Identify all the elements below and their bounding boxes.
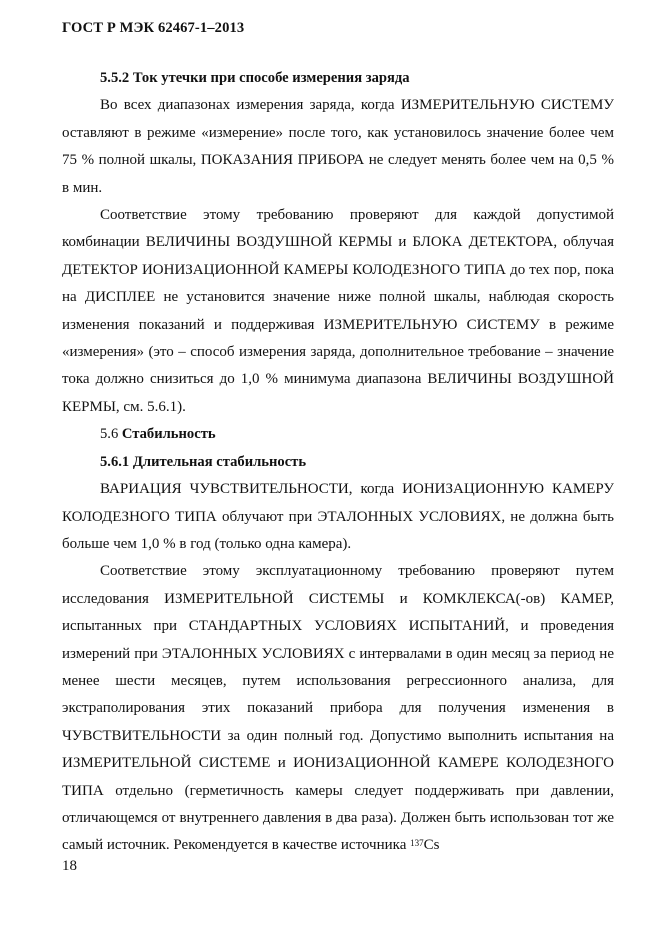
paragraph: Во всех диапазонах измерения заряда, когда ИЗМЕРИТЕЛЬНУЮ СИСТЕМУ оставляют в режиме «измерение» после того, как установилось значение более чем 75 % полной шкалы, ПОКАЗАНИЯ ПРИБОРА не следует менять более чем на 0,5 % в мин. [62,97,614,196]
page-number: 18 [62,858,77,874]
paragraph [62,558,614,859]
isotope-mass-number: 137 [410,838,424,849]
section-heading-5-5-2: 5.5.2 Ток утечки при способе измерения заряда [100,70,410,86]
section-heading-5-6 [62,421,614,448]
section-heading-5-6-1: 5.6.1 Длительная стабильность [100,453,307,470]
section-title: Стабильность [121,426,216,443]
standard-designation: ГОСТ Р МЭК 62467-1–2013 [62,20,245,36]
body-text [62,65,614,860]
paragraph: Соответствие этому требованию проверяют для каждой допустимой комбинации ВЕЛИЧИНЫ ВОЗДУШНОЙ КЕРМЫ и БЛОКА ДЕТЕКТОРА, облучая ДЕТЕКТОР ИОНИЗАЦИОННОЙ КАМЕРЫ КОЛОДЕЗНОГО ТИПА до тех пор, пока на ДИСПЛЕЕ не установится значение ниже полной шкалы, наблюдая скорость изменения показаний и поддерживая ИЗМЕРИТЕЛЬНУЮ СИСТЕМУ в режиме «измерения» (это – способ измерения заряда, дополнительное требование – значение тока должно снизиться до 1,0 % минимума диапазона ВЕЛИЧИНЫ ВОЗДУШНОЙ КЕРМЫ, см. 5.6.1). [62,207,614,415]
section-number: 5.6 [100,426,119,443]
paragraph: ВАРИАЦИЯ ЧУВСТВИТЕЛЬНОСТИ, когда ИОНИЗАЦИОННУЮ КАМЕРУ КОЛОДЕЗНОГО ТИПА облучают при ЭТАЛОННЫХ УСЛОВИЯХ, не должна быть больше чем 1,0 % в год (только одна камера). [62,481,614,552]
isotope-symbol: Cs [423,837,440,854]
paragraph-text: Соответствие этому эксплуатационному требованию проверяют путем исследования ИЗМЕРИТЕЛЬНОЙ СИСТЕМЫ и КОМКЛЕКСА(-ов) КАМЕР, испытанных при СТАНДАРТНЫХ УСЛОВИЯХ ИСПЫТАНИЙ, и проведения измерений при ЭТАЛОННЫХ УСЛОВИЯХ с интервалами в один месяц за период не менее шести месяцев, путем использования регрессионного анализа, для экстраполирования этих показаний прибора для получения изменения в ЧУВСТВИТЕЛЬНОСТИ за один полный год. Допустимо выполнить испытания на ИЗМЕРИТЕЛЬНОЙ СИСТЕМЕ и ИОНИЗАЦИОННОЙ КАМЕРЕ КОЛОДЕЗНОГО ТИПА отдельно (герметичность камеры следует поддерживать при давлении, отличающемся от внутреннего давления в два раза). Должен быть использован тот же самый источник. Рекомендуется в качестве источника [62,563,614,854]
